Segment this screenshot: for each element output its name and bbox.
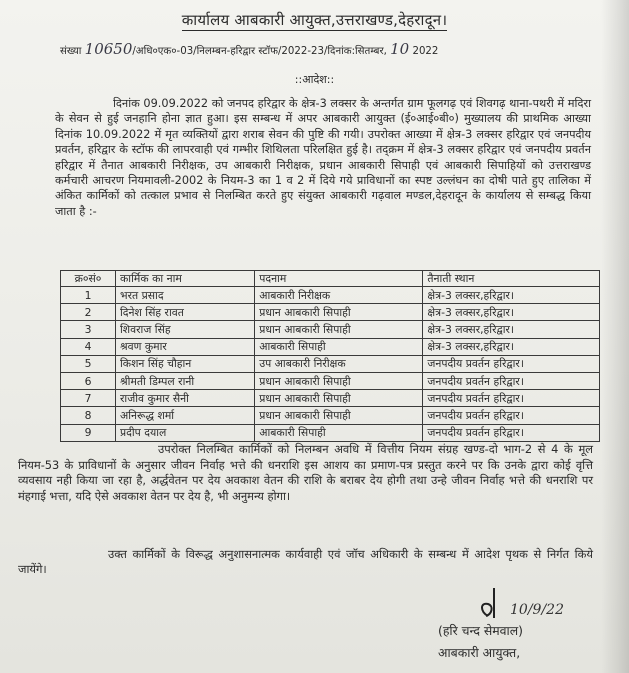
header-sno: क्र०सं०: [61, 271, 116, 287]
cell-sno: 1: [61, 287, 116, 304]
signatory-designation: आबकारी आयुक्त,: [438, 645, 521, 660]
cell-name: राजीव कुमार सैनी: [116, 390, 255, 407]
cell-name: शिवराज सिंह: [116, 321, 255, 338]
cell-posting: क्षेत्र-3 लक्सर,हरिद्वार।: [423, 287, 600, 304]
signatory-block: [438, 620, 523, 664]
cell-designation: आबकारी सिपाही: [255, 424, 423, 441]
cell-sno: 3: [61, 321, 116, 338]
ref-middle: /अधि०एक०-03/निलम्बन-हरिद्वार स्टॉफ/2022-23/दिनांक:सितम्बर,: [132, 46, 387, 57]
cell-sno: 4: [61, 338, 116, 355]
office-title: कार्यालय आबकारी आयुक्त,उत्तराखण्ड,देहरादून।: [181, 11, 448, 29]
cell-posting: क्षेत्र-3 लक्सर,हरिद्वार।: [423, 321, 600, 338]
table-row: [61, 338, 600, 355]
cell-posting: जनपदीय प्रवर्तन हरिद्वार।: [423, 407, 600, 424]
cell-sno: 5: [61, 355, 116, 372]
cell-posting: क्षेत्र-3 लक्सर,हरिद्वार।: [423, 304, 600, 321]
cell-name: श्रीमती डिम्पल रानी: [116, 372, 255, 389]
table-row: [61, 304, 600, 321]
table-body: [61, 287, 600, 442]
page-shadow: [601, 0, 629, 673]
ref-year: 2022: [412, 46, 439, 57]
cell-name: दिनेश सिंह रावत: [116, 304, 255, 321]
cell-designation: प्रधान आबकारी सिपाही: [255, 407, 423, 424]
reference-line: [60, 40, 438, 58]
cell-name: किशन सिंह चौहान: [116, 355, 255, 372]
table-row: [61, 321, 600, 338]
cell-name: श्रवण कुमार: [116, 338, 255, 355]
table-header-row: [61, 271, 600, 287]
cell-sno: 2: [61, 304, 116, 321]
ref-date-handwritten: 10: [390, 40, 410, 58]
cell-designation: प्रधान आबकारी सिपाही: [255, 321, 423, 338]
cell-posting: जनपदीय प्रवर्तन हरिद्वार।: [423, 372, 600, 389]
cell-designation: प्रधान आबकारी सिपाही: [255, 304, 423, 321]
signature-date: 10/9/22: [510, 602, 564, 618]
cell-sno: 9: [61, 424, 116, 441]
paragraph-1: दिनांक 09.09.2022 को जनपद हरिद्वार के क्षेत्र-3 लक्सर के अन्तर्गत ग्राम फूलगढ़ एवं शिवगढ़ थाना-पथरी में मदिरा के सेवन से हुई जनहानि होना ज्ञात हुआ। इस सम्बन्ध में अपर आबकारी आयुक्त (ई०आई०बी०) मुख्यालय की प्राथमिक आख्या दिनांक 10.09.2022 में मृत व्यक्तियों द्वारा शराब सेवन की पुष्टि की गयी। उपरोक्त आख्या में क्षेत्र-3 लक्सर हरिद्वार एवं जनपदीय प्रवर्तन, हरिद्वार के स्टॉफ की लापरवाही एवं गम्भीर शिथिलता परिलक्षित हुई है। तद्क्रम में क्षेत्र-3 लक्सर हरिद्वार एवं जनपदीय प्रवर्तन हरिद्वार में तैनात आबकारी निरीक्षक, उप आबकारी निरीक्षक, प्रधान आबकारी सिपाही एवं आबकारी सिपाहियों को उत्तराखण्ड कर्मचारी आचरण नियमावली-2002 के नियम-3 का 1 व 2 में दिये गये प्राविधानों का स्पष्ट उल्लंघन का दोषी पाते हुए तालिका में अंकित कार्मिकों को तत्काल प्रभाव से निलम्बित करते हुए संयुक्त आबकारी गढ़वाल मण्डल,देहरादून के कार्यालय से सम्बद्ध किया जाता है :-: [55, 97, 591, 218]
paragraph-2: उपरोक्त निलम्बित कार्मिकों को निलम्बन अवधि में वित्तीय नियम संग्रह खण्ड-दो भाग-2 से 4 के मूल नियम-53 के प्राविधानों के अनुसार जीवन निर्वाह भत्ते की धनराशि इस आशय का प्रमाण-पत्र प्रस्तुत करने पर कि उनके द्वारा कोई वृत्ति व्यवसाय नही किया जा रहा है, अर्द्धवेतन पर देय अवकाश वेतन की राशि के बराबर देय होगी तथा उन्हे जीवन निर्वाह भत्ते की धनराशि पर मंहगाई भत्ता, यदि ऐसे अवकाश वेतन पर देय है, भी अनुमन्य होगा।: [18, 442, 593, 503]
suspended-staff-table: [60, 270, 600, 442]
header-posting: तैनाती स्थान: [423, 271, 600, 287]
cell-name: अनिरूद्ध शर्मा: [116, 407, 255, 424]
cell-name: भरत प्रसाद: [116, 287, 255, 304]
header-designation: पदनाम: [255, 271, 423, 287]
ref-number-handwritten: 10650: [84, 40, 133, 58]
table-row: [61, 390, 600, 407]
header-name: कार्मिक का नाम: [116, 271, 255, 287]
cell-designation: आबकारी सिपाही: [255, 338, 423, 355]
table-row: [61, 355, 600, 372]
table-row: [61, 407, 600, 424]
table-row: [61, 287, 600, 304]
cell-sno: 7: [61, 390, 116, 407]
cell-designation: आबकारी निरीक्षक: [255, 287, 423, 304]
cell-posting: क्षेत्र-3 लक्सर,हरिद्वार।: [423, 338, 600, 355]
ref-label: संख्या: [60, 46, 82, 57]
cell-sno: 6: [61, 372, 116, 389]
cell-designation: प्रधान आबकारी सिपाही: [255, 372, 423, 389]
cell-designation: प्रधान आबकारी सिपाही: [255, 390, 423, 407]
cell-posting: जनपदीय प्रवर्तन हरिद्वार।: [423, 424, 600, 441]
signature-mark: [470, 582, 620, 622]
order-heading: ::आदेश::: [294, 73, 335, 86]
signatory-name: (हरि चन्द सेमवाल): [438, 623, 523, 638]
paragraph-3: उक्त कार्मिकों के विरूद्ध अनुशासनात्मक कार्यवाही एवं जॉच अधिकारी के सम्बन्ध में आदेश पृथक से निर्गत किये जायेंगे।: [18, 547, 593, 577]
table-row: [61, 372, 600, 389]
cell-posting: जनपदीय प्रवर्तन हरिद्वार।: [423, 355, 600, 372]
cell-sno: 8: [61, 407, 116, 424]
table-row: [61, 424, 600, 441]
cell-posting: जनपदीय प्रवर्तन हरिद्वार।: [423, 390, 600, 407]
cell-designation: उप आबकारी निरीक्षक: [255, 355, 423, 372]
office-heading: [0, 10, 629, 30]
cell-name: प्रदीप दयाल: [116, 424, 255, 441]
